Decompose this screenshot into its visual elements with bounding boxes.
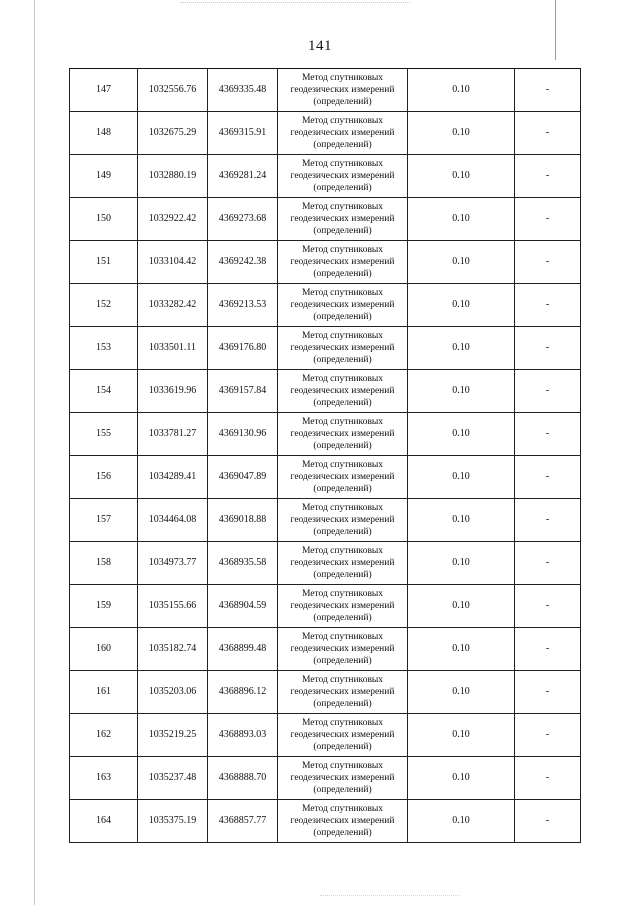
- coordinate-x-cell: 1035375.19: [138, 800, 208, 843]
- table-row: [70, 370, 581, 413]
- method-text-line: геодезических измерений: [290, 558, 395, 568]
- coordinate-y-cell: 4368899.48: [208, 628, 278, 671]
- method-text-line: Метод спутниковых: [301, 589, 384, 599]
- method-text-line: геодезических измерений: [290, 257, 395, 267]
- coordinate-y-cell: 4369242.38: [208, 241, 278, 284]
- point-number-cell: 153: [70, 327, 138, 370]
- method-text-line: (определений): [313, 140, 372, 150]
- method-text-line: геодезических измерений: [290, 343, 395, 353]
- point-number-cell: 154: [70, 370, 138, 413]
- coordinate-y-cell: 4369335.48: [208, 69, 278, 112]
- method-text-line: Метод спутниковых: [301, 331, 384, 341]
- method-text-line: (определений): [313, 656, 372, 666]
- method-text-line: Метод спутниковых: [301, 503, 384, 513]
- method-text-line: (определений): [313, 97, 372, 107]
- method-text-line: геодезических измерений: [290, 644, 395, 654]
- method-text-line: (определений): [313, 398, 372, 408]
- method-cell: [278, 413, 408, 456]
- method-cell: [278, 800, 408, 843]
- method-text-line: (определений): [313, 312, 372, 322]
- table-row: [70, 456, 581, 499]
- method-cell: [278, 198, 408, 241]
- note-cell: -: [515, 499, 581, 542]
- point-number-cell: 150: [70, 198, 138, 241]
- method-cell: [278, 499, 408, 542]
- method-cell: [278, 69, 408, 112]
- note-cell: -: [515, 800, 581, 843]
- method-text-line: Метод спутниковых: [301, 546, 384, 556]
- method-cell: [278, 284, 408, 327]
- method-text-line: геодезических измерений: [290, 429, 395, 439]
- precision-cell: 0.10: [408, 284, 515, 327]
- precision-cell: 0.10: [408, 714, 515, 757]
- table-row: [70, 628, 581, 671]
- method-text-line: (определений): [313, 441, 372, 451]
- point-number-cell: 148: [70, 112, 138, 155]
- precision-cell: 0.10: [408, 757, 515, 800]
- table-row: [70, 327, 581, 370]
- precision-cell: 0.10: [408, 499, 515, 542]
- table-row: [70, 714, 581, 757]
- method-text-line: Метод спутниковых: [301, 460, 384, 470]
- method-text-line: Метод спутниковых: [301, 159, 384, 169]
- table-row: [70, 241, 581, 284]
- point-number-cell: 155: [70, 413, 138, 456]
- point-number-cell: 161: [70, 671, 138, 714]
- method-text-line: геодезических измерений: [290, 472, 395, 482]
- coordinate-y-cell: 4368896.12: [208, 671, 278, 714]
- method-text-line: Метод спутниковых: [301, 374, 384, 384]
- method-text-line: (определений): [313, 527, 372, 537]
- method-text-line: Метод спутниковых: [301, 116, 384, 126]
- table-row: [70, 585, 581, 628]
- method-cell: [278, 757, 408, 800]
- coordinate-x-cell: 1033619.96: [138, 370, 208, 413]
- note-cell: -: [515, 241, 581, 284]
- method-text-line: Метод спутниковых: [301, 632, 384, 642]
- precision-cell: 0.10: [408, 671, 515, 714]
- coordinate-x-cell: 1032675.29: [138, 112, 208, 155]
- coordinate-x-cell: 1033501.11: [138, 327, 208, 370]
- coordinate-x-cell: 1033282.42: [138, 284, 208, 327]
- method-text-line: Метод спутниковых: [301, 73, 384, 83]
- method-text-line: геодезических измерений: [290, 300, 395, 310]
- method-text-line: (определений): [313, 742, 372, 752]
- coordinate-x-cell: 1035155.66: [138, 585, 208, 628]
- method-text-line: Метод спутниковых: [301, 675, 384, 685]
- coordinate-x-cell: 1035203.06: [138, 671, 208, 714]
- method-text-line: геодезических измерений: [290, 601, 395, 611]
- method-text-line: геодезических измерений: [290, 171, 395, 181]
- table-row: [70, 542, 581, 585]
- note-cell: -: [515, 112, 581, 155]
- method-text-line: геодезических измерений: [290, 214, 395, 224]
- method-text-line: (определений): [313, 355, 372, 365]
- note-cell: -: [515, 757, 581, 800]
- coordinate-x-cell: 1035219.25: [138, 714, 208, 757]
- note-cell: -: [515, 714, 581, 757]
- point-number-cell: 160: [70, 628, 138, 671]
- precision-cell: 0.10: [408, 370, 515, 413]
- method-cell: [278, 112, 408, 155]
- point-number-cell: 149: [70, 155, 138, 198]
- scan-noise-bottom: [320, 895, 460, 900]
- method-text-line: (определений): [313, 269, 372, 279]
- scan-edge-left: [34, 0, 35, 905]
- coordinate-y-cell: 4369130.96: [208, 413, 278, 456]
- method-cell: [278, 241, 408, 284]
- note-cell: -: [515, 456, 581, 499]
- precision-cell: 0.10: [408, 241, 515, 284]
- coordinate-y-cell: 4368893.03: [208, 714, 278, 757]
- method-cell: [278, 456, 408, 499]
- coordinate-x-cell: 1035182.74: [138, 628, 208, 671]
- note-cell: -: [515, 198, 581, 241]
- coordinate-y-cell: 4369315.91: [208, 112, 278, 155]
- table-row: [70, 198, 581, 241]
- point-number-cell: 156: [70, 456, 138, 499]
- coordinate-y-cell: 4368857.77: [208, 800, 278, 843]
- method-cell: [278, 155, 408, 198]
- precision-cell: 0.10: [408, 198, 515, 241]
- note-cell: -: [515, 542, 581, 585]
- coordinates-table-body: [70, 69, 581, 843]
- scan-noise-top: [180, 2, 410, 15]
- note-cell: -: [515, 585, 581, 628]
- method-cell: [278, 585, 408, 628]
- point-number-cell: 147: [70, 69, 138, 112]
- coordinate-x-cell: 1032556.76: [138, 69, 208, 112]
- note-cell: -: [515, 413, 581, 456]
- precision-cell: 0.10: [408, 542, 515, 585]
- note-cell: -: [515, 370, 581, 413]
- coordinate-y-cell: 4369281.24: [208, 155, 278, 198]
- precision-cell: 0.10: [408, 413, 515, 456]
- coordinates-table: [69, 68, 581, 843]
- method-text-line: (определений): [313, 699, 372, 709]
- method-text-line: Метод спутниковых: [301, 761, 384, 771]
- note-cell: -: [515, 327, 581, 370]
- point-number-cell: 158: [70, 542, 138, 585]
- method-text-line: геодезических измерений: [290, 85, 395, 95]
- method-text-line: геодезических измерений: [290, 730, 395, 740]
- method-text-line: (определений): [313, 828, 372, 838]
- method-text-line: (определений): [313, 484, 372, 494]
- table-row: [70, 155, 581, 198]
- point-number-cell: 164: [70, 800, 138, 843]
- table-row: [70, 757, 581, 800]
- method-text-line: Метод спутниковых: [301, 718, 384, 728]
- method-cell: [278, 370, 408, 413]
- precision-cell: 0.10: [408, 112, 515, 155]
- table-row: [70, 671, 581, 714]
- point-number-cell: 151: [70, 241, 138, 284]
- coordinate-x-cell: 1034464.08: [138, 499, 208, 542]
- method-text-line: Метод спутниковых: [301, 804, 384, 814]
- coordinate-x-cell: 1033781.27: [138, 413, 208, 456]
- coordinate-y-cell: 4368888.70: [208, 757, 278, 800]
- table-row: [70, 499, 581, 542]
- table-row: [70, 69, 581, 112]
- note-cell: -: [515, 284, 581, 327]
- method-text-line: геодезических измерений: [290, 515, 395, 525]
- method-text-line: Метод спутниковых: [301, 202, 384, 212]
- precision-cell: 0.10: [408, 628, 515, 671]
- method-text-line: геодезических измерений: [290, 816, 395, 826]
- table-row: [70, 413, 581, 456]
- coordinate-y-cell: 4369047.89: [208, 456, 278, 499]
- table-row: [70, 284, 581, 327]
- point-number-cell: 162: [70, 714, 138, 757]
- method-text-line: Метод спутниковых: [301, 245, 384, 255]
- method-text-line: геодезических измерений: [290, 773, 395, 783]
- note-cell: -: [515, 628, 581, 671]
- method-text-line: (определений): [313, 183, 372, 193]
- method-cell: [278, 628, 408, 671]
- method-text-line: Метод спутниковых: [301, 288, 384, 298]
- method-text-line: (определений): [313, 570, 372, 580]
- coordinate-x-cell: 1033104.42: [138, 241, 208, 284]
- method-text-line: (определений): [313, 613, 372, 623]
- point-number-cell: 163: [70, 757, 138, 800]
- note-cell: -: [515, 671, 581, 714]
- coordinate-y-cell: 4368904.59: [208, 585, 278, 628]
- coordinate-x-cell: 1032880.19: [138, 155, 208, 198]
- precision-cell: 0.10: [408, 155, 515, 198]
- coordinate-y-cell: 4369018.88: [208, 499, 278, 542]
- method-text-line: (определений): [313, 785, 372, 795]
- page-number: 141: [308, 38, 332, 54]
- note-cell: -: [515, 69, 581, 112]
- precision-cell: 0.10: [408, 456, 515, 499]
- coordinate-x-cell: 1032922.42: [138, 198, 208, 241]
- method-text-line: геодезических измерений: [290, 128, 395, 138]
- coordinate-x-cell: 1034973.77: [138, 542, 208, 585]
- method-text-line: геодезических измерений: [290, 386, 395, 396]
- coordinate-x-cell: 1034289.41: [138, 456, 208, 499]
- precision-cell: 0.10: [408, 800, 515, 843]
- coordinate-y-cell: 4369157.84: [208, 370, 278, 413]
- table-row: [70, 112, 581, 155]
- method-cell: [278, 327, 408, 370]
- point-number-cell: 159: [70, 585, 138, 628]
- method-cell: [278, 542, 408, 585]
- coordinate-y-cell: 4369273.68: [208, 198, 278, 241]
- coordinate-y-cell: 4368935.58: [208, 542, 278, 585]
- precision-cell: 0.10: [408, 327, 515, 370]
- point-number-cell: 152: [70, 284, 138, 327]
- method-text-line: Метод спутниковых: [301, 417, 384, 427]
- method-text-line: (определений): [313, 226, 372, 236]
- precision-cell: 0.10: [408, 585, 515, 628]
- coordinate-y-cell: 4369176.80: [208, 327, 278, 370]
- precision-cell: 0.10: [408, 69, 515, 112]
- coordinate-y-cell: 4369213.53: [208, 284, 278, 327]
- point-number-cell: 157: [70, 499, 138, 542]
- method-text-line: геодезических измерений: [290, 687, 395, 697]
- note-cell: -: [515, 155, 581, 198]
- table-row: [70, 800, 581, 843]
- method-cell: [278, 714, 408, 757]
- coordinate-x-cell: 1035237.48: [138, 757, 208, 800]
- method-cell: [278, 671, 408, 714]
